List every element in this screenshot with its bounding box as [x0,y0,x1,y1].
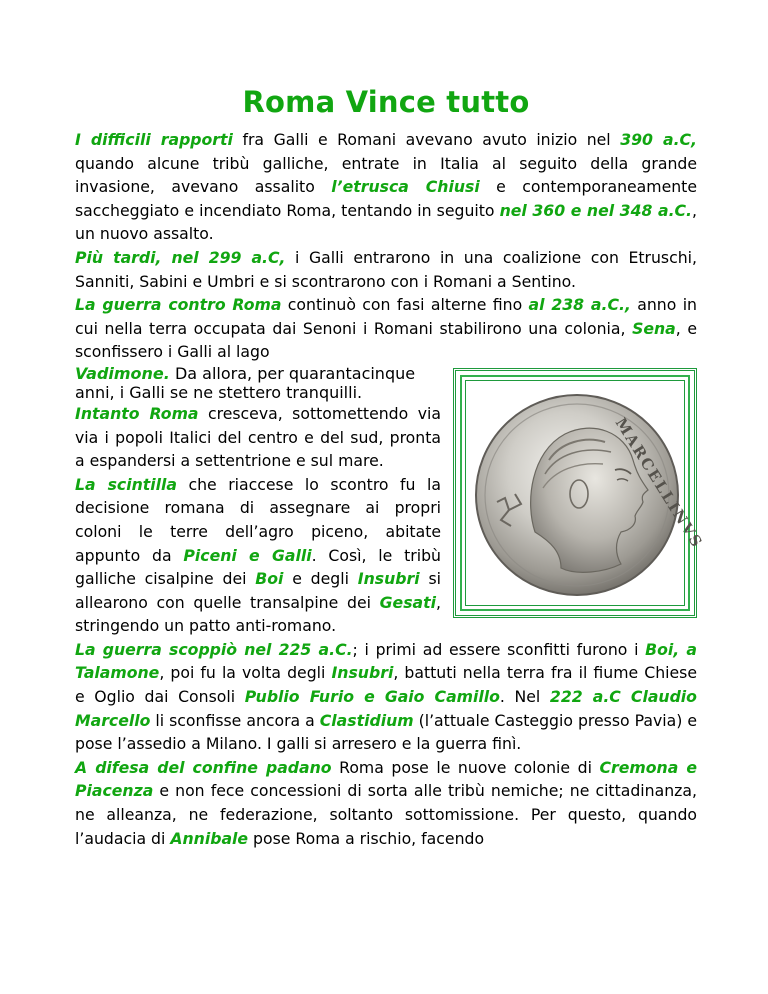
paragraph-spark: La scintilla che riaccese lo scontro fu la decisione romana di assegnare ai propri coloni le terre dell’agro piceno, abitate appunto da Piceni e Galli. Così, le tribù galliche cisalpine dei Boi e degli Insubri si allearono con quelle transalpine dei Gesati, stringendo un patto anti-romano. [75,474,441,636]
roman-coin-portrait [465,382,707,604]
coin-legend-text: MARCELLINVS [611,414,707,552]
highlight: La guerra contro Roma [75,295,282,315]
highlight: 390 a.C, [620,130,697,149]
document-page: Roma Vince tutto I difficili rapporti fra Galli e Romani avevano avuto inizio nel 390 a.C, quando alcune tribù galliche, entrate in Italia al seguito della grande invasione, avevano assalito l’etrusca Chiusi e contemporaneamente saccheggiato e incendiato Roma, tentando in seguito nel 360 e nel 348 a.C., un nuovo assalto. Più tardi, nel 299 a.C, i Galli entrarono in una coalizione con Etruschi, Sanniti, Sabini e Umbri e si scontrarono con i Romani a Sentino. La guerra contro Roma continuò con fasi alterne fino al 238 a.C., anno in cui nella terra occupata dai Senoni i Romani stabilirono una colonia, Sena, e sconfissero i Galli al lago MARCELLINVS Vadimone. Da allora, per quarantacinque anni, i Galli se ne stettero tranquilli. Intanto Roma cresceva, sottomettendo via via i popoli Italici del centro e del sud, pronta a espandersi a settentrione e sul mare. La scintilla che riaccese lo scontro fu la decisione romana di assegnare ai propri coloni le terre dell’agro piceno, abitate appunto da Piceni e Galli. Così, le tribù galliche cisalpine dei Boi e degli Insubri si allearono con quelle transalpine dei Gesati, stringendo un patto anti-romano. La guerra scoppiò nel 225 a.C.; i primi ad essere sconfitti furono i Boi, a Talamone, poi fu la volta degli Insubri, battuti nella terra fra il fiume Chiese e Oglio dai Consoli Publio Furio e Gaio Camillo. Nel 222 a.C Claudio Marcello li sconfisse ancora a Clastidium (l’attuale Casteggio presso Pavia) e pose l’assedio a Milano. I galli si arresero e la guerra finì. A difesa del confine padano Roma pose le nuove colonie di Cremona e Piacenza e non fece concessioni di sorta alle tribù nemiche; ne cittadinanza, ne alleanza, ne federazione, soltanto sottomissione. Per questo, quando l’audacia di Annibale pose Roma a rischio, facendo [75,82,697,850]
highlight: Annibale [170,828,249,848]
highlight: I difficili rapporti [75,130,233,149]
highlight: l’etrusca Chiusi [331,177,480,197]
highlight: al 238 a.C., [528,295,631,315]
highlight: Boi [255,569,284,589]
page-title: Roma Vince tutto [242,85,530,119]
paragraph-rome-grows: Intanto Roma cresceva, sottomettendo via via i popoli Italici del centro e del sud, pronta a espandersi a settentrione e sul mare. [75,403,441,471]
highlight: La guerra scoppiò nel 225 a.C. [75,639,353,659]
highlight: Boi, a Talamone [75,639,697,683]
paragraph-sentino: Più tardi, nel 299 a.C, i Galli entrarono in una coalizione con Etruschi, Sanniti, Sabini e Umbri e si scontrarono con i Romani a Sentino. [75,247,697,291]
paragraph-war-against-rome: La guerra contro Roma continuò con fasi alterne fino al 238 a.C., anno in cui nella terra occupata dai Senoni i Romani stabilirono una colonia, Sena, e sconfissero i Galli al lago [75,295,697,362]
highlight: Intanto Roma [75,403,199,423]
highlight: La scintilla [75,474,177,494]
highlight: Più tardi, nel 299 a.C, [75,247,286,267]
highlight: Piceni e Galli [183,545,312,565]
triskelion-icon [497,494,521,526]
highlight: Insubri [357,569,420,589]
highlight: Sena [632,318,676,338]
highlight: Cremona e Piacenza [75,757,697,801]
coin-image [460,375,707,611]
highlight: A difesa del confine padano [75,757,332,777]
highlight: Vadimone. [75,363,170,383]
coin-image-frame [453,368,707,618]
highlight: Insubri [331,663,394,683]
highlight: nel 360 e nel 348 a.C. [499,200,693,220]
highlight: Publio Furio e Gaio Camillo [244,687,500,707]
paragraph-padano: A difesa del confine padano Roma pose le nuove colonie di Cremona e Piacenza e non fece concessioni di sorta alle tribù nemiche; ne cittadinanza, ne alleanza, ne federazione, soltanto sottomissione. Per questo, quando l’audacia di Annibale pose Roma a rischio, facendo [75,757,697,848]
highlight: 222 a.C Claudio Marcello [75,687,697,730]
paragraph-origins: I difficili rapporti fra Galli e Romani avevano avuto inizio nel 390 a.C, quando alcune tribù galliche, entrate in Italia al seguito della grande invasione, avevano assalito l’etrusca Chiusi e contemporaneamente saccheggiato e incendiato Roma, tentando in seguito nel 360 e nel 348 a.C., un nuovo assalto. [75,130,698,244]
paragraph-war-225: La guerra scoppiò nel 225 a.C.; i primi ad essere sconfitti furono i Boi, a Talamone, poi fu la volta degli Insubri, battuti nella terra fra il fiume Chiese e Oglio dai Consoli Publio Furio e Gaio Camillo. Nel 222 a.C Claudio Marcello li sconfisse ancora a Clastidium (l’attuale Casteggio presso Pavia) e pose l’assedio a Milano. I galli si arresero e la guerra finì. [75,639,697,754]
highlight: Gesati [379,592,436,612]
highlight: Clastidium [319,710,414,730]
